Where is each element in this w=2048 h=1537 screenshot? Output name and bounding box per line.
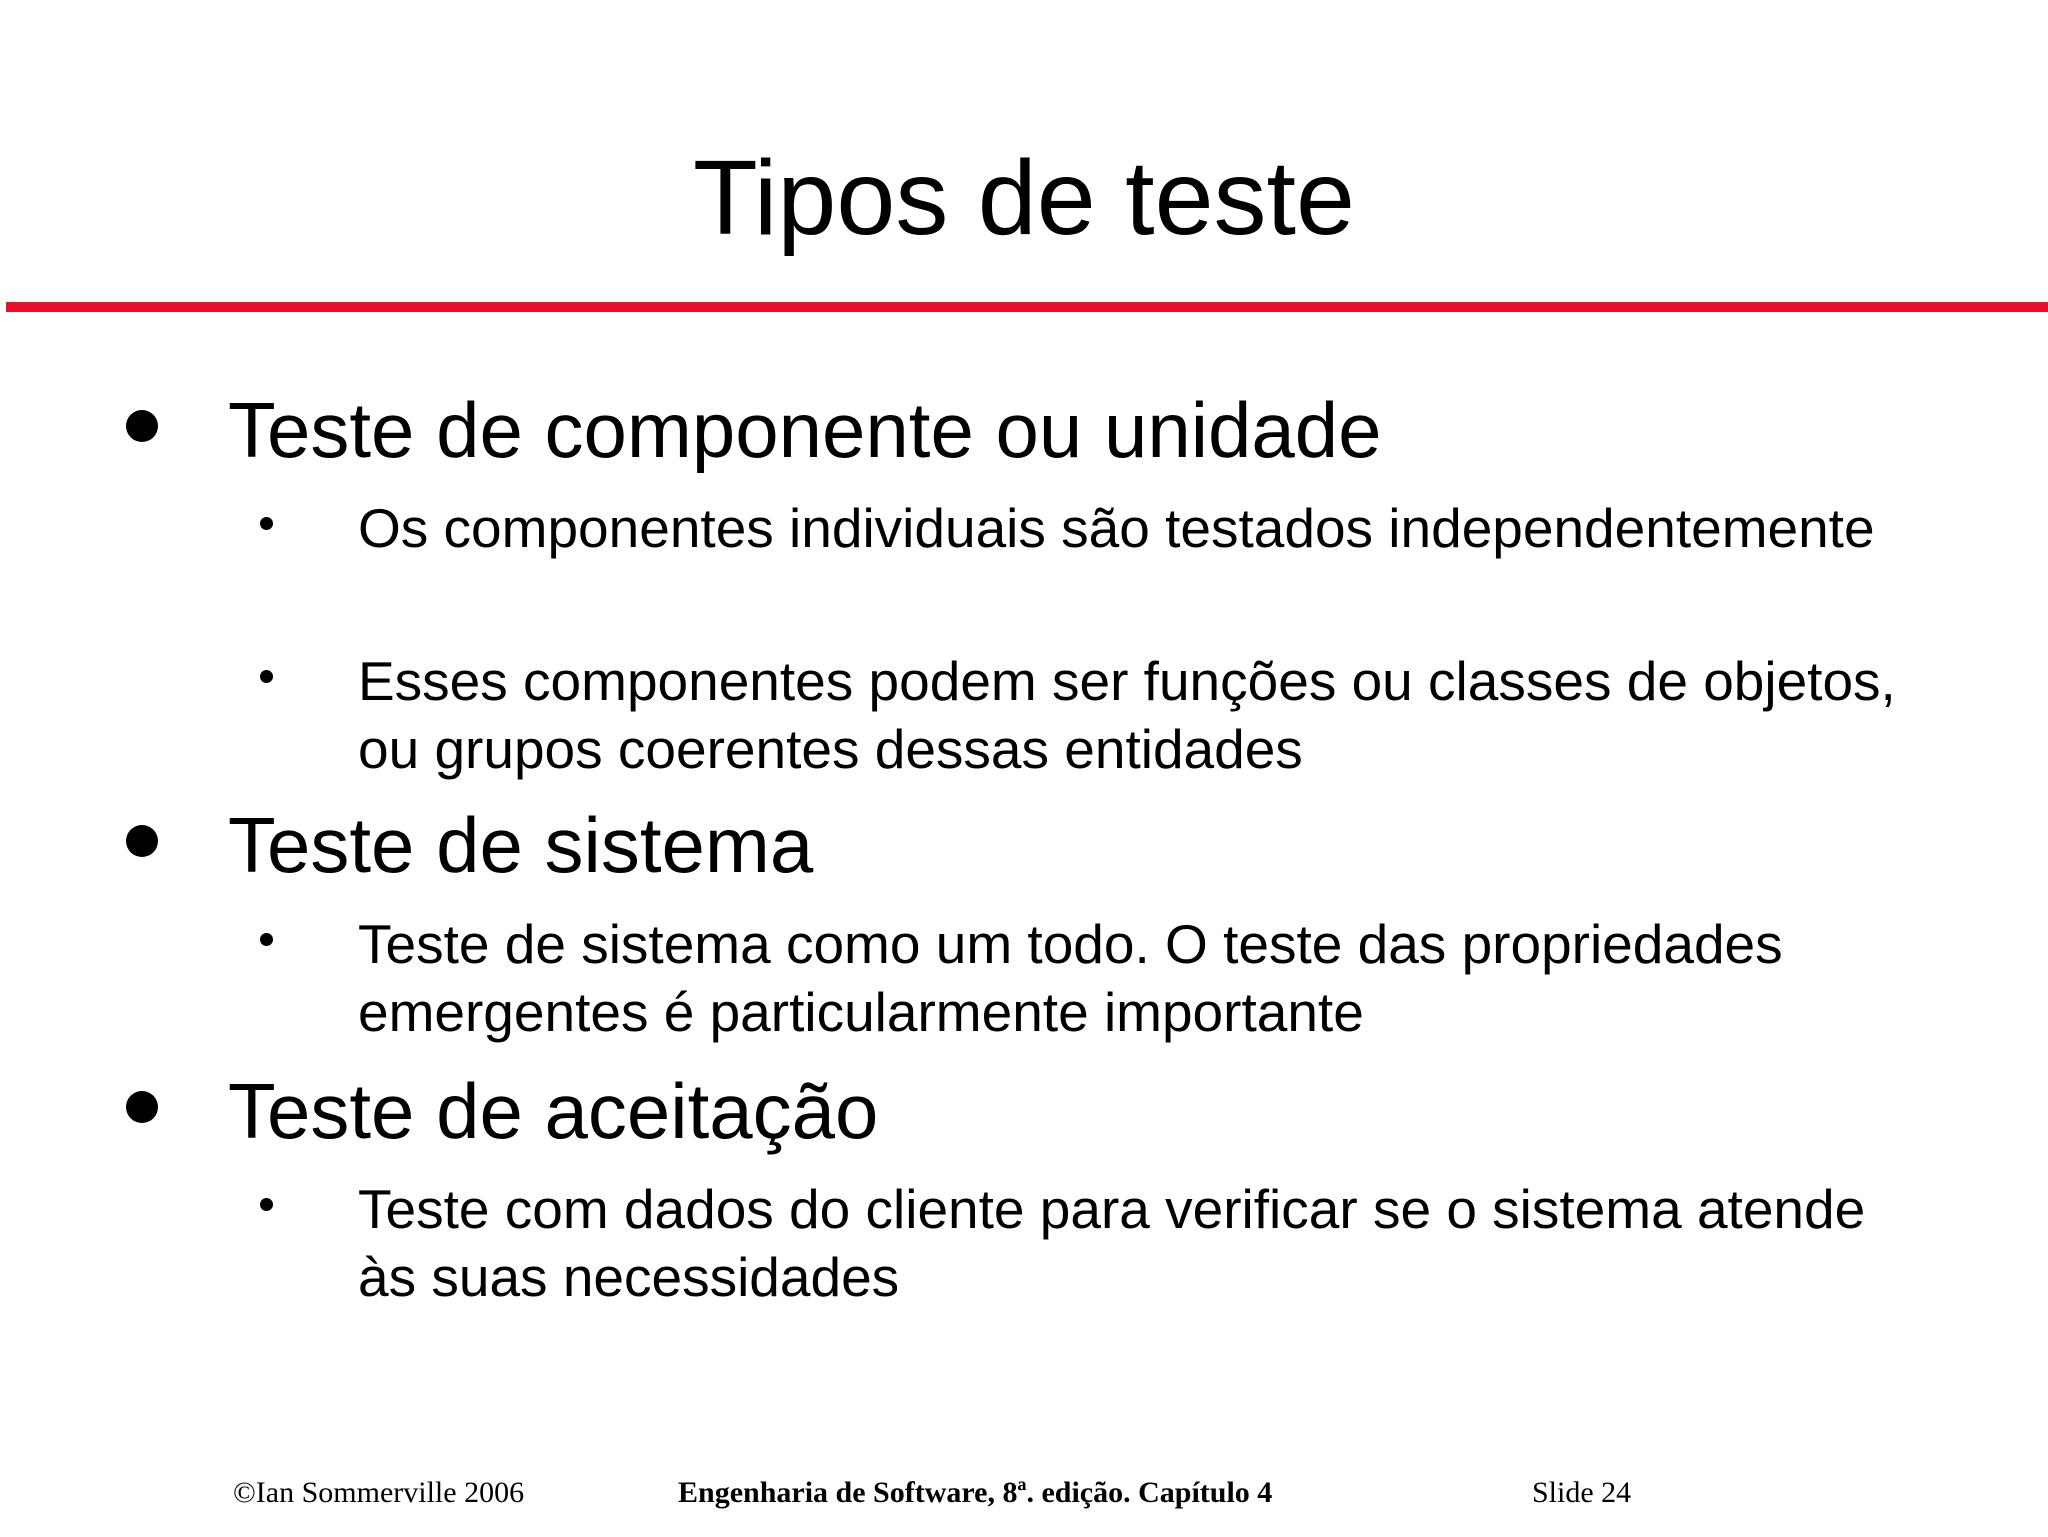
slide-title: Tipos de teste: [693, 139, 1355, 257]
sub-bullet-marker: [260, 670, 273, 683]
sub-bullet-marker: [260, 517, 273, 530]
bullet-heading: Teste de componente ou unidade: [228, 386, 1382, 474]
bullet-marker: [126, 410, 158, 442]
footer-copyright: ©Ian Sommerville 2006: [233, 1476, 525, 1509]
sub-bullet-marker: [260, 1198, 273, 1211]
bullet-marker: [126, 825, 158, 857]
sub-bullet-text: Os componentes individuais são testados independentemente: [358, 497, 1875, 559]
sub-bullet-text: Teste com dados do cliente para verificar se o sistema atende às suas necessidades: [358, 1178, 1866, 1308]
sub-bullet-text: Teste de sistema como um todo. O teste das propriedades emergentes é particularmente importante: [358, 913, 1783, 1043]
footer-slide-number: Slide 24: [1532, 1476, 1632, 1509]
sub-bullet-text: Esses componentes podem ser funções ou classes de objetos, ou grupos coerentes dessas entidades: [358, 650, 1896, 780]
sub-bullet-marker: [260, 933, 273, 946]
bullet-heading: Teste de aceitação: [228, 1067, 879, 1155]
footer-book-title: Engenharia de Software, 8ª. edição. Capítulo 4: [678, 1476, 1273, 1509]
bullet-heading: Teste de sistema: [228, 801, 814, 889]
bullet-marker: [126, 1091, 158, 1123]
